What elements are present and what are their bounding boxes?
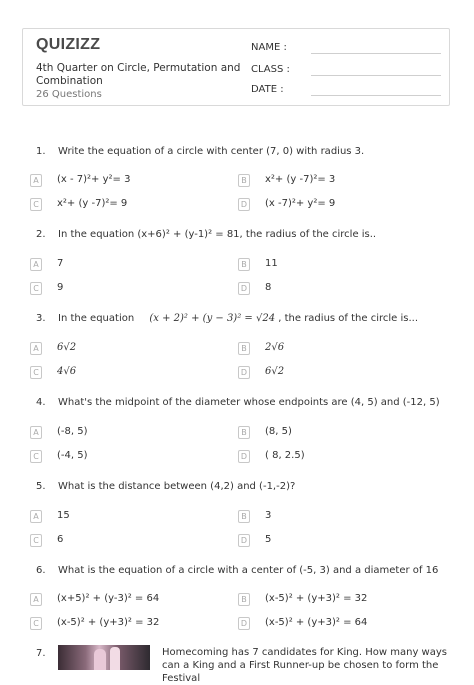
question-number: 6. xyxy=(36,565,46,576)
question-number: 3. xyxy=(36,313,46,324)
date-line xyxy=(311,95,441,96)
option-letter: C xyxy=(30,282,42,295)
option-letter: B xyxy=(238,342,250,355)
worksheet-header xyxy=(22,28,450,106)
option-text: (-8, 5) xyxy=(57,426,88,437)
option-letter: C xyxy=(30,198,42,211)
option-text: (x-5)² + (y+3)² = 32 xyxy=(57,617,160,628)
question-text: What is the equation of a circle with a center of (-5, 3) and a diameter of 16 xyxy=(58,565,439,576)
question-text xyxy=(58,313,418,324)
option-letter: B xyxy=(238,258,250,271)
option-text: (8, 5) xyxy=(265,426,292,437)
question-text: Homecoming has 7 candidates for King. How many ways can a King and a First Runner-up be chosen to form the Festival xyxy=(162,647,447,684)
option-text: 6√2 xyxy=(265,366,285,377)
option-letter: C xyxy=(30,366,42,379)
option-text: x²+ (y -7)²= 9 xyxy=(57,198,128,209)
option-letter: C xyxy=(30,617,42,630)
question-number: 5. xyxy=(36,481,46,492)
option-text: 8 xyxy=(265,282,272,293)
question-count: 26 Questions xyxy=(36,89,102,100)
question-text: What's the midpoint of the diameter whose endpoints are (4, 5) and (-12, 5) xyxy=(58,397,440,408)
worksheet-title: 4th Quarter on Circle, Permutation and Combination xyxy=(36,62,241,87)
option-letter: D xyxy=(238,366,250,379)
option-letter: A xyxy=(30,593,42,606)
option-text: ( 8, 2.5) xyxy=(265,450,305,461)
option-text: 7 xyxy=(57,258,64,269)
option-letter: D xyxy=(238,450,250,463)
option-letter: A xyxy=(30,426,42,439)
option-text: 5 xyxy=(265,534,272,545)
option-letter: A xyxy=(30,174,42,187)
question-text: Write the equation of a circle with center (7, 0) with radius 3. xyxy=(58,146,365,157)
option-text: 6√2 xyxy=(57,342,77,353)
question-number: 7. xyxy=(36,648,46,659)
question-number: 4. xyxy=(36,397,46,408)
option-letter: C xyxy=(30,450,42,463)
option-letter: D xyxy=(238,198,250,211)
option-text: 9 xyxy=(57,282,64,293)
name-field[interactable] xyxy=(251,42,287,53)
quizizz-logo: QUIZIZZ xyxy=(36,36,101,53)
option-letter: D xyxy=(238,534,250,547)
name-label: NAME : xyxy=(251,42,287,53)
option-letter: C xyxy=(30,534,42,547)
option-letter: B xyxy=(238,510,250,523)
question-text: What is the distance between (4,2) and (-1,-2)? xyxy=(58,481,296,492)
option-text: 3 xyxy=(265,510,272,521)
option-text: x²+ (y -7)²= 3 xyxy=(265,174,336,185)
question-text-suffix: , the radius of the circle is... xyxy=(278,313,418,324)
option-letter: A xyxy=(30,258,42,271)
date-field[interactable] xyxy=(251,84,284,95)
option-letter: B xyxy=(238,426,250,439)
date-label: DATE : xyxy=(251,84,284,95)
option-letter: A xyxy=(30,510,42,523)
option-letter: B xyxy=(238,593,250,606)
class-field[interactable] xyxy=(251,64,290,75)
option-letter: A xyxy=(30,342,42,355)
question-equation: (x + 2)² + (y − 3)² = √24 xyxy=(149,313,276,324)
option-letter: D xyxy=(238,617,250,630)
question-text: In the equation (x+6)² + (y-1)² = 81, the radius of the circle is.. xyxy=(58,229,377,240)
image-figure xyxy=(110,647,120,670)
option-letter: D xyxy=(238,282,250,295)
name-line xyxy=(311,53,441,54)
option-text: (x-5)² + (y+3)² = 64 xyxy=(265,617,368,628)
option-text: 2√6 xyxy=(265,342,285,353)
class-line xyxy=(311,75,441,76)
option-text: 4√6 xyxy=(57,366,77,377)
question-image xyxy=(58,645,150,670)
option-text: 15 xyxy=(57,510,70,521)
image-figure xyxy=(94,649,106,670)
option-text: (x -7)²+ y²= 9 xyxy=(265,198,336,209)
option-text: 6 xyxy=(57,534,64,545)
class-label: CLASS : xyxy=(251,64,290,75)
question-number: 2. xyxy=(36,229,46,240)
option-text: (x-5)² + (y+3)² = 32 xyxy=(265,593,368,604)
option-text: (x - 7)²+ y²= 3 xyxy=(57,174,131,185)
question-text-prefix: In the equation xyxy=(58,313,135,324)
option-text: 11 xyxy=(265,258,278,269)
option-text: (-4, 5) xyxy=(57,450,88,461)
option-text: (x+5)² + (y-3)² = 64 xyxy=(57,593,160,604)
option-letter: B xyxy=(238,174,250,187)
question-number: 1. xyxy=(36,146,46,157)
